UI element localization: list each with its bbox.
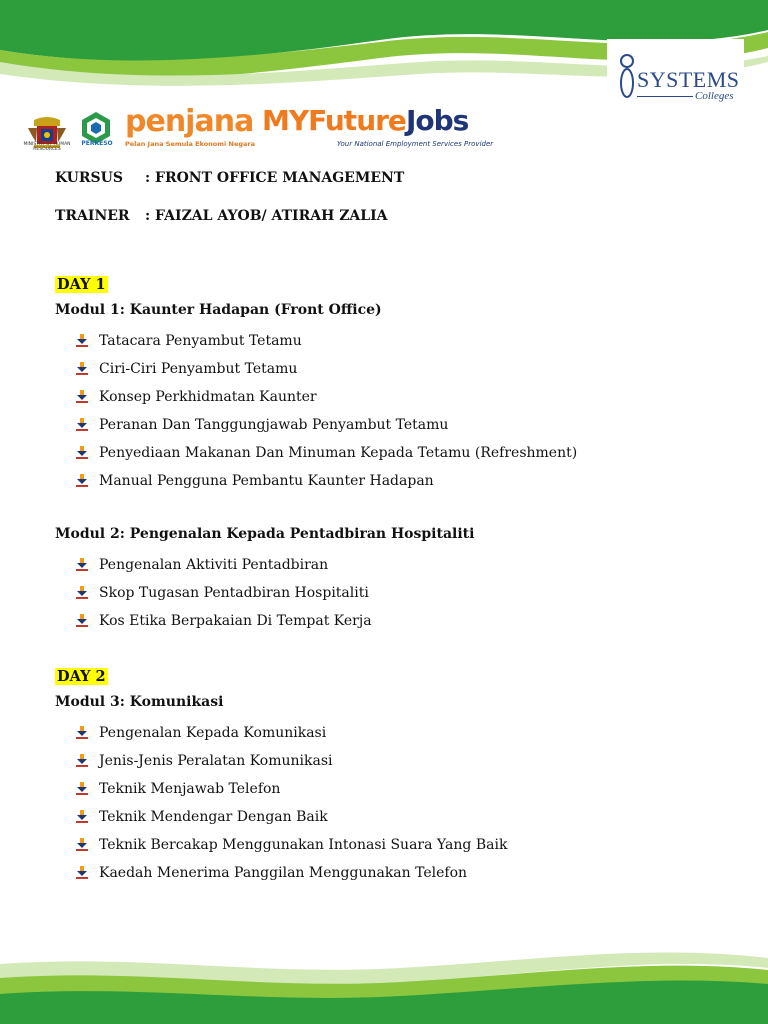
systems-divider bbox=[637, 96, 693, 97]
list-item bbox=[55, 582, 474, 610]
module-2-section bbox=[55, 526, 474, 638]
arrow-bullet-icon bbox=[75, 585, 89, 599]
item-text: Peranan Dan Tanggungjawab Penyambut Tetamu bbox=[99, 417, 449, 433]
item-text: Kaedah Menerima Panggilan Menggunakan Telefon bbox=[99, 865, 468, 881]
myfuturejobs-logo bbox=[262, 104, 468, 137]
course-value: : FRONT OFFICE MANAGEMENT bbox=[145, 170, 405, 186]
list-item bbox=[55, 330, 577, 358]
item-text: Pengenalan Aktiviti Pentadbiran bbox=[99, 557, 329, 573]
mfj-my: MY bbox=[262, 104, 309, 137]
penjana-logo: penjana bbox=[125, 104, 254, 139]
module-1-list bbox=[55, 330, 577, 498]
arrow-bullet-icon bbox=[75, 389, 89, 403]
item-text: Penyediaan Makanan Dan Minuman Kepada Tetamu (Refreshment) bbox=[99, 445, 578, 461]
arrow-bullet-icon bbox=[75, 361, 89, 375]
module-3-title: Modul 3: Komunikasi bbox=[55, 694, 224, 710]
arrow-bullet-icon bbox=[75, 809, 89, 823]
arrow-bullet-icon bbox=[75, 333, 89, 347]
item-text: Teknik Mendengar Dengan Baik bbox=[99, 809, 328, 825]
arrow-bullet-icon bbox=[75, 837, 89, 851]
arrow-bullet-icon bbox=[75, 445, 89, 459]
list-item bbox=[55, 722, 507, 750]
mfj-future: Future bbox=[308, 104, 406, 137]
arrow-bullet-icon bbox=[75, 865, 89, 879]
course-row bbox=[55, 170, 404, 186]
list-item bbox=[55, 386, 577, 414]
item-text: Teknik Menjawab Telefon bbox=[99, 781, 281, 797]
list-item bbox=[55, 834, 507, 862]
module-2-title: Modul 2: Pengenalan Kepada Pentadbiran Hospitaliti bbox=[55, 526, 475, 542]
arrow-bullet-icon bbox=[75, 781, 89, 795]
list-item bbox=[55, 778, 507, 806]
list-item bbox=[55, 414, 577, 442]
trainer-row bbox=[55, 208, 388, 224]
list-item bbox=[55, 442, 577, 470]
systems-wordmark: SYSTEMS bbox=[637, 67, 740, 92]
item-text: Ciri-Ciri Penyambut Tetamu bbox=[99, 361, 298, 377]
item-text: Kos Etika Berpakaian Di Tempat Kerja bbox=[99, 613, 372, 629]
module-2-list bbox=[55, 554, 474, 638]
trainer-label: TRAINER bbox=[55, 208, 130, 224]
list-item bbox=[55, 358, 577, 386]
arrow-bullet-icon bbox=[75, 753, 89, 767]
item-text: Jenis-Jenis Peralatan Komunikasi bbox=[99, 753, 333, 769]
list-item bbox=[55, 554, 474, 582]
list-item bbox=[55, 610, 474, 638]
arrow-bullet-icon bbox=[75, 473, 89, 487]
footer-wave bbox=[0, 924, 768, 1024]
item-text: Skop Tugasan Pentadbiran Hospitaliti bbox=[99, 585, 369, 601]
arrow-bullet-icon bbox=[75, 725, 89, 739]
perkeso-caption: PERKESO bbox=[81, 140, 113, 147]
item-text: Pengenalan Kepada Komunikasi bbox=[99, 725, 327, 741]
module-3-list bbox=[55, 722, 507, 890]
item-text: Konsep Perkhidmatan Kaunter bbox=[99, 389, 317, 405]
systems-person-icon bbox=[617, 53, 637, 103]
arrow-bullet-icon bbox=[75, 613, 89, 627]
list-item bbox=[55, 470, 577, 498]
list-item bbox=[55, 750, 507, 778]
day-2-section bbox=[55, 666, 507, 890]
module-1-title: Modul 1: Kaunter Hadapan (Front Office) bbox=[55, 302, 382, 318]
list-item bbox=[55, 806, 507, 834]
list-item bbox=[55, 862, 507, 890]
myfuturejobs-tagline: Your National Employment Services Provider bbox=[337, 140, 494, 148]
item-text: Teknik Bercakap Menggunakan Intonasi Suara Yang Baik bbox=[99, 837, 508, 853]
day-1-section bbox=[55, 274, 577, 498]
day-2-label: DAY 2 bbox=[57, 668, 106, 685]
partner-logos bbox=[0, 104, 768, 160]
arrow-bullet-icon bbox=[75, 557, 89, 571]
item-text: Tatacara Penyambut Tetamu bbox=[99, 333, 302, 349]
arrow-bullet-icon bbox=[75, 417, 89, 431]
ministry-caption: MINISTRY OF HUMAN RESOURCES bbox=[23, 142, 71, 152]
systems-subtitle: Colleges bbox=[695, 90, 734, 102]
trainer-value: : FAIZAL AYOB/ ATIRAH ZALIA bbox=[145, 208, 388, 224]
course-label: KURSUS bbox=[55, 170, 123, 186]
item-text: Manual Pengguna Pembantu Kaunter Hadapan bbox=[99, 473, 434, 489]
penjana-tagline: Pelan Jana Semula Ekonomi Negara bbox=[125, 140, 256, 148]
mfj-jobs: Jobs bbox=[405, 104, 469, 137]
day-1-label: DAY 1 bbox=[57, 276, 106, 293]
